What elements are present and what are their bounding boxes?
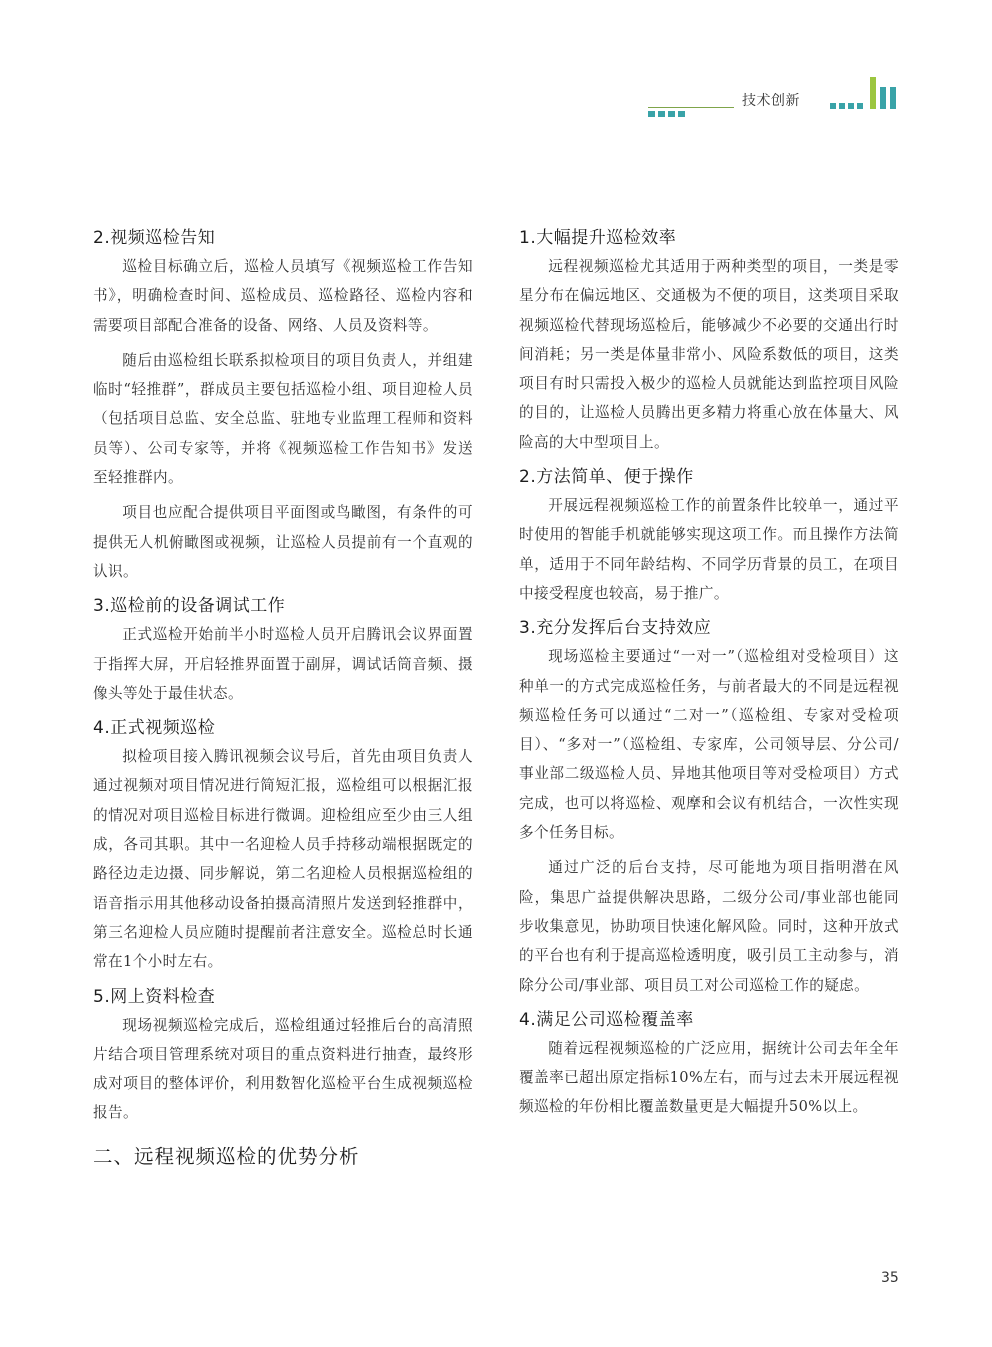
page-number: 35 [881, 1270, 899, 1286]
subheading: 4.满足公司巡检覆盖率 [519, 1009, 694, 1030]
paragraph: 正式巡检开始前半小时巡检人员开启腾讯会议界面置于指挥大屏，开启轻推界面置于副屏，调试话筒音频、摄像头等处于最佳状态。 [93, 626, 473, 702]
section-video-inspection-notice [93, 224, 473, 586]
paragraph: 拟检项目接入腾讯视频会议号后，首先由项目负责人通过视频对项目情况进行简短汇报，巡检组可以根据汇报的情况对项目巡检目标进行微调。迎检组应至少由三人组成，各司其职。其中一名迎检人员手持移动端根据既定的路径边走边摄、同步解说，第二名迎检人员根据巡检组的语音指示用其他移动设备拍摄高清照片发送到轻推群中，第三名迎检人员应随时提醒前者注意安全。巡检总时长通常在1个小时左右。 [93, 748, 473, 971]
subheading: 3.充分发挥后台支持效应 [519, 618, 712, 639]
subheading: 2.方法简单、便于操作 [519, 467, 694, 488]
section-heading: 二、远程视频巡检的优势分析 [93, 1144, 360, 1168]
subheading: 4.正式视频巡检 [93, 718, 216, 739]
subheading: 2.视频巡检告知 [93, 228, 216, 248]
paragraph: 通过广泛的后台支持，尽可能地为项目指明潜在风险，集思广益提供解决思路，二级分公司/事业部也能同步收集意见，协助项目快速化解风险。同时，这种开放式的平台也有利于提高巡检透明度，吸引员工主动参与，消除分公司/事业部、项目员工对公司巡检工作的疑虑。 [519, 859, 899, 994]
paragraph: 现场视频巡检完成后，巡检组通过轻推后台的高清照片结合项目管理系统对项目的重点资料进行抽查，最终形成对项目的整体评价，利用数智化巡检平台生成视频巡检报告。 [93, 1016, 473, 1122]
section-improve-efficiency [519, 224, 899, 457]
subheading: 3.巡检前的设备调试工作 [93, 596, 286, 617]
subheading: 5.网上资料检查 [93, 986, 216, 1007]
header-bars-decoration [830, 77, 900, 109]
paragraph: 项目也应配合提供项目平面图或鸟瞰图，有条件的可提供无人机俯瞰图或视频，让巡检人员提前有一个直观的认识。 [93, 504, 473, 580]
section-coverage-rate [519, 1006, 899, 1122]
paragraph: 现场巡检主要通过“一对一”（巡检组对受检项目）这种单一的方式完成巡检任务，与前者最大的不同是远程视频巡检任务可以通过“二对一”（巡检组、专家对受检项目）、“多对一”（巡检组、专家库，公司领导层、分公司/事业部二级巡检人员、异地其他项目等对受检项目）方式完成，也可以将巡检、观摩和会议有机结合，一次性实现多个任务目标。 [519, 648, 899, 842]
section-label: 技术创新 [742, 93, 800, 109]
section-formal-video-inspection [93, 714, 473, 976]
section-device-debugging [93, 592, 473, 708]
left-column [93, 224, 473, 1172]
section-online-document-check [93, 983, 473, 1128]
section-backend-support [519, 614, 899, 1000]
section-simple-operation [519, 463, 899, 608]
header-squares-decoration [648, 111, 685, 117]
paragraph: 随后由巡检组长联系拟检项目的项目负责人，并组建临时“轻推群”，群成员主要包括巡检小组、项目迎检人员（包括项目总监、安全总监、驻地专业监理工程师和资料员等）、公司专家等，并将《视频巡检工作告知书》发送至轻推群内。 [93, 351, 473, 487]
paragraph: 远程视频巡检尤其适用于两种类型的项目，一类是零星分布在偏远地区、交通极为不便的项目，这类项目采取视频巡检代替现场巡检后，能够减少不必要的交通出行时间消耗；另一类是体量非常小、风险系数低的项目，这类项目有时只需投入极少的巡检人员就能达到监控项目风险的目的，让巡检人员腾出更多精力将重心放在体量大、风险高的大中型项目上。 [519, 258, 899, 451]
paragraph: 开展远程视频巡检工作的前置条件比较单一，通过平时使用的智能手机就能够实现这项工作。而且操作方法简单，适用于不同年龄结构、不同学历背景的员工，在项目中接受程度也较高，易于推广。 [519, 497, 899, 602]
subheading: 1.大幅提升巡检效率 [519, 228, 677, 248]
paragraph: 随着远程视频巡检的广泛应用，据统计公司去年全年覆盖率已超出原定指标10%左右，而与过去未开展远程视频巡检的年份相比覆盖数量更是大幅提升50%以上。 [519, 1039, 899, 1116]
paragraph: 巡检目标确立后，巡检人员填写《视频巡检工作告知书》，明确检查时间、巡检成员、巡检路径、巡检内容和需要项目部配合准备的设备、网络、人员及资料等。 [93, 258, 473, 334]
right-column [519, 224, 899, 1128]
header-rule [648, 107, 734, 108]
